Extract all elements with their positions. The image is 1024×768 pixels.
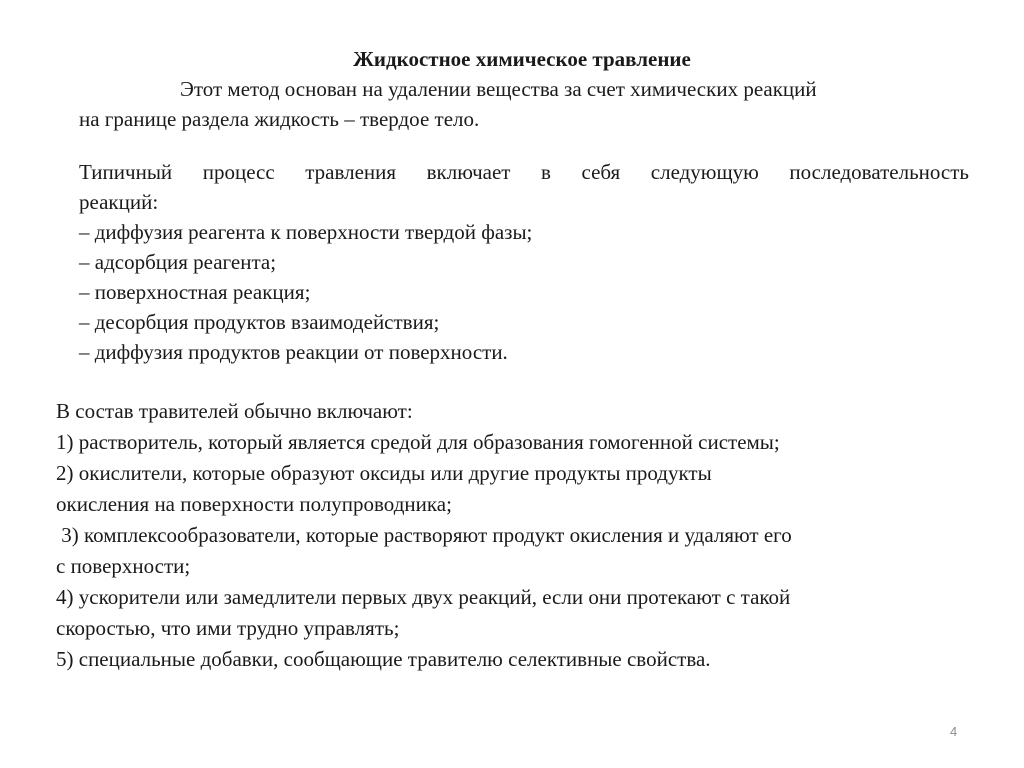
composition-line: 4) ускорители или замедлители первых двух реакций, если они протекают с такой [56,585,791,609]
intro-line-2: на границе раздела жидкость – твердое тело. [79,107,480,131]
intro-section [79,74,969,367]
process-step: – адсорбция реагента; [79,250,277,274]
composition-line: скоростью, что ими трудно управлять; [56,616,400,640]
process-lead-line-2: реакций: [79,190,159,214]
composition-section [56,396,966,675]
composition-line: 5) специальные добавки, сообщающие травителю селективные свойства. [56,647,711,671]
process-step: – диффузия реагента к поверхности твердой фазы; [79,220,533,244]
composition-line: 3) комплексообразователи, которые растворяют продукт окисления и удаляют его [56,523,792,547]
process-lead-line-1: Типичный процесс травления включает в себя следующую последовательность [79,160,969,184]
composition-line: 1) растворитель, который является средой для образования гомогенной системы; [56,430,780,454]
intro-line-1: Этот метод основан на удалении вещества за счет химических реакций [180,77,817,101]
composition-line: 2) окислители, которые образуют оксиды или другие продукты продукты [56,461,712,485]
process-step: – поверхностная реакция; [79,280,311,304]
composition-lead: В состав травителей обычно включают: [56,399,413,423]
slide-title: Жидкостное химическое травление [353,47,691,71]
page-number: 4 [950,724,958,739]
process-step: – диффузия продуктов реакции от поверхности. [79,340,508,364]
composition-line: с поверхности; [56,554,191,578]
process-step: – десорбция продуктов взаимодействия; [79,310,440,334]
composition-line: окисления на поверхности полупроводника; [56,492,452,516]
paragraph-spacer [79,134,969,157]
